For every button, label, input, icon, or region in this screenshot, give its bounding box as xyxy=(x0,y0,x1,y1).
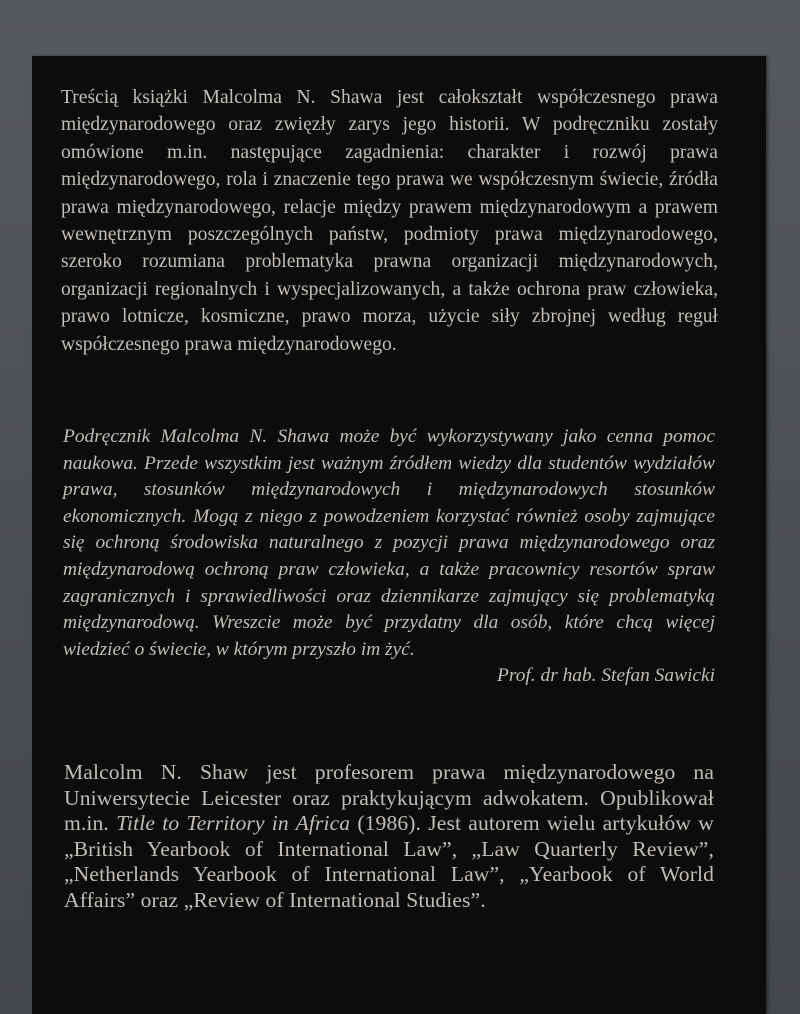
review-quote-text: Podręcznik Malcolma N. Shawa może być wykorzystywany jako cenna pomoc naukowa. Przede wszystkim jest ważnym źródłem wiedzy dla studentów wydziałów prawa, stosunków międzynarodowych i międzynarodowych stosunków ekonomicznych. Mogą z niego z powodzeniem korzystać również osoby zajmujące się ochroną środowiska naturalnego z pozycji prawa międzynarodowego oraz międzynarodową ochroną praw człowieka, a także pracownicy resortów spraw zagranicznych i sprawiedliwości oraz dziennikarze zajmujący się problematyką międzynarodową. Wreszcie może być przydatny dla osób, które chcą więcej wiedzieć o świecie, w którym przyszło im żyć. xyxy=(63,426,715,660)
book-description-text: Treścią książki Malcolma N. Shawa jest całokształt współczesnego prawa międzynarodowego oraz zwięzły zarys jego historii. W podręczniku zostały omówione m.in. następujące zagadnienia: charakter i rozwój prawa międzynarodowego, rola i znaczenie tego prawa we współczesnym świecie, źródła prawa międzynarodowego, relacje między prawem międzynarodowym a prawem wewnętrznym poszczególnych państw, podmioty prawa międzynarodowego, szeroko rozumiana problematyka prawna organizacji międzynarodowych, organizacji regionalnych i wyspecjalizowanych, a także ochrona praw człowieka, prawo lotnicze, kosmiczne, prawo morza, użycie siły zbrojnej według reguł współczesnego prawa międzynarodowego. xyxy=(61,87,718,355)
author-bio-text-end: (1986). Jest autorem wielu artykułów w „British Yearbook of International Law”, „Law Quarterly Review”, „Netherlands Yearbook of International Law”, „Yearbook of World Affairs” oraz „Review of International Studies”. xyxy=(64,811,714,912)
author-bio-text-start: Malcolm N. Shaw jest profesorem prawa międzynarodowego na Uniwersytecie Leicester oraz praktykującym adwokatem. Opublikował m.in. xyxy=(64,760,714,836)
author-book-title: Title to Territory in Africa xyxy=(116,811,351,836)
author-bio xyxy=(64,760,714,914)
book-description xyxy=(61,84,718,358)
review-signature: Prof. dr hab. Stefan Sawicki xyxy=(497,665,715,687)
review-quote xyxy=(63,424,715,690)
